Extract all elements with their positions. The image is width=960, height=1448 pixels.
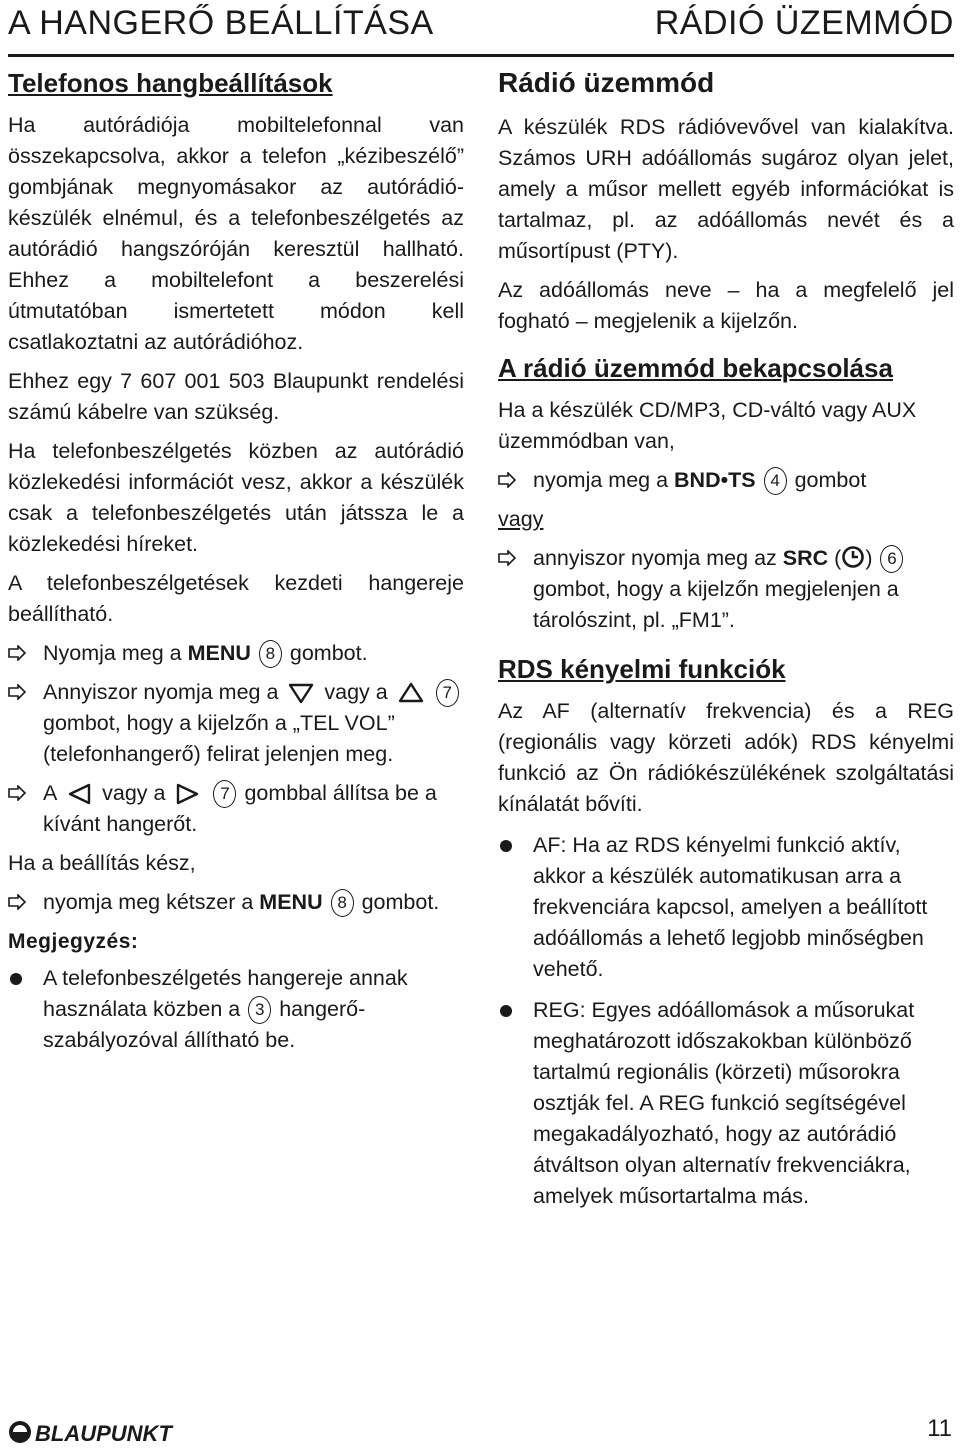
arrow-bullet-icon: [8, 785, 26, 801]
note-text: A telefonbeszélgetés hangereje annak használata közben a: [43, 966, 408, 1021]
paragraph: A telefonbeszélgetések kezdeti hangereje beállítható.: [8, 571, 464, 626]
step-text: gombot, hogy a kijelzőn megjelenjen a tárolószint, pl. „FM1”.: [533, 577, 899, 632]
instruction-step: [8, 638, 464, 669]
header-rule: [8, 54, 954, 57]
step-text: Annyiszor nyomja meg a: [43, 680, 279, 704]
triangle-down-icon: [288, 682, 314, 704]
section-heading-radio-on: A rádió üzemmód bekapcsolása: [498, 353, 893, 383]
bullet-dot-icon: [10, 973, 22, 985]
bullet-text: REG: Egyes adóállomások a műsorukat meghatározott időszakokban különböző tartalmú regionális (körzeti) műsorokra osztják fel. A REG funkció segítségével megakadályozható, hogy az autórádió átváltson olyan alternatív frekvenciákra, amelyek műsortartalma más.: [533, 998, 915, 1208]
blaupunkt-logo: [8, 1417, 198, 1447]
step-text: gombot.: [361, 890, 440, 914]
step-text: gombot, hogy a kijelzőn a „TEL VOL” (telefonhangerő) felirat jelenjen meg.: [43, 711, 395, 766]
menu-key-label: MENU: [187, 641, 251, 665]
note-text: hangerő-szabályozóval állítható be.: [43, 997, 366, 1052]
arrow-bullet-icon: [498, 550, 516, 566]
page-header-right: RÁDIÓ ÜZEMMÓD: [654, 4, 954, 42]
instruction-step: [498, 543, 954, 636]
key-number-badge: 7: [436, 679, 459, 707]
bnd-ts-key-label: BND•TS: [674, 468, 756, 492]
feature-bullet: [498, 830, 954, 985]
step-text: gombot: [794, 468, 867, 492]
arrow-bullet-icon: [8, 894, 26, 910]
instruction-step: [8, 778, 464, 840]
bullet-dot-icon: [500, 1005, 512, 1017]
triangle-right-icon: [175, 783, 201, 805]
step-text: Nyomja meg a: [43, 641, 182, 665]
key-number-badge: 6: [880, 545, 903, 573]
instruction-step: [8, 887, 464, 918]
step-text: nyomja meg kétszer a: [43, 890, 254, 914]
note-title: Megjegyzés:: [8, 930, 139, 953]
paragraph: Ha telefonbeszélgetés közben az autórádió közlekedési információt vesz, akkor a készülék csak a telefonbeszélgetés után játssza le a közlekedési híreket.: [8, 439, 464, 556]
key-number-badge: 8: [331, 889, 354, 917]
page-header-left: A HANGERŐ BEÁLLÍTÁSA: [8, 4, 434, 42]
brand-text: BLAUPUNKT: [35, 1421, 172, 1446]
key-number-badge: 7: [213, 780, 236, 808]
paren-open: (: [834, 546, 842, 570]
note-bullet: [8, 963, 464, 1056]
right-column: [498, 64, 954, 1220]
menu-key-label: MENU: [259, 890, 323, 914]
src-clock-icon: [841, 545, 865, 569]
instruction-step: [498, 465, 954, 496]
instruction-step: [8, 677, 464, 770]
bullet-dot-icon: [500, 840, 512, 852]
src-key-label: SRC: [782, 546, 829, 570]
triangle-up-icon: [398, 682, 424, 704]
arrow-bullet-icon: [498, 472, 516, 488]
step-text: vagy a: [324, 680, 388, 704]
key-number-badge: 4: [764, 467, 787, 495]
paren-close: ): [865, 546, 873, 570]
paragraph: Az AF (alternatív frekvencia) és a REG (regionális vagy körzeti adók) RDS kényelmi funkció az Ön rádiókészülékének szolgáltatási kínálatát bővíti.: [498, 699, 954, 816]
key-number-badge: 3: [248, 996, 271, 1024]
paragraph: Ehhez egy 7 607 001 503 Blaupunkt rendelési számú kábelre van szükség.: [8, 369, 464, 424]
page-number: 11: [927, 1415, 952, 1442]
step-text: A: [43, 781, 57, 805]
paragraph: Ha a beállítás kész,: [8, 851, 196, 875]
step-text: gombbal állítsa be a kívánt hangerőt.: [43, 781, 437, 836]
section-heading-radio-mode: Rádió üzemmód: [498, 67, 715, 98]
arrow-bullet-icon: [8, 645, 26, 661]
step-text: gombot.: [289, 641, 368, 665]
step-text: nyomja meg a: [533, 468, 669, 492]
step-text: vagy a: [102, 781, 166, 805]
feature-bullet: [498, 995, 954, 1212]
paragraph: Az adóállomás neve – ha a megfelelő jel fogható – megjelenik a kijelzőn.: [498, 278, 954, 333]
paragraph: Ha a készülék CD/MP3, CD-váltó vagy AUX üzemmódban van,: [498, 398, 917, 453]
bullet-text: AF: Ha az RDS kényelmi funkció aktív, akkor a készülék automatikusan arra a frekvenciára kapcsol, amelyen a beállított adóállomás a lehető legjobb minőségben vehető.: [533, 833, 928, 981]
or-label: vagy: [498, 507, 544, 531]
section-heading-rds: RDS kényelmi funkciók: [498, 654, 786, 684]
section-heading-phone-audio: Telefonos hangbeállítások: [8, 68, 333, 98]
left-column: [8, 64, 464, 1064]
key-number-badge: 8: [259, 640, 282, 668]
paragraph: A készülék RDS rádióvevővel van kialakítva. Számos URH adóállomás sugároz olyan jelet, amely a műsor mellett egyéb információkat is tartalmaz, pl. az adóállomás nevét és a műsortípust (PTY).: [498, 115, 954, 263]
paragraph: Ha autórádiója mobiltelefonnal van összekapcsolva, akkor a telefon „kézibeszélő” gombjának megnyomásakor az autórádió-készülék elnémul, és a telefonbeszélgetés az autórádió hangszóróján keresztül hallható. Ehhez a mobiltelefont a beszerelési útmutatóban ismertetett módon kell csatlakoztatni az autórádióhoz.: [8, 113, 464, 354]
triangle-left-icon: [66, 783, 92, 805]
arrow-bullet-icon: [8, 684, 26, 700]
step-text: annyiszor nyomja meg az: [533, 546, 777, 570]
